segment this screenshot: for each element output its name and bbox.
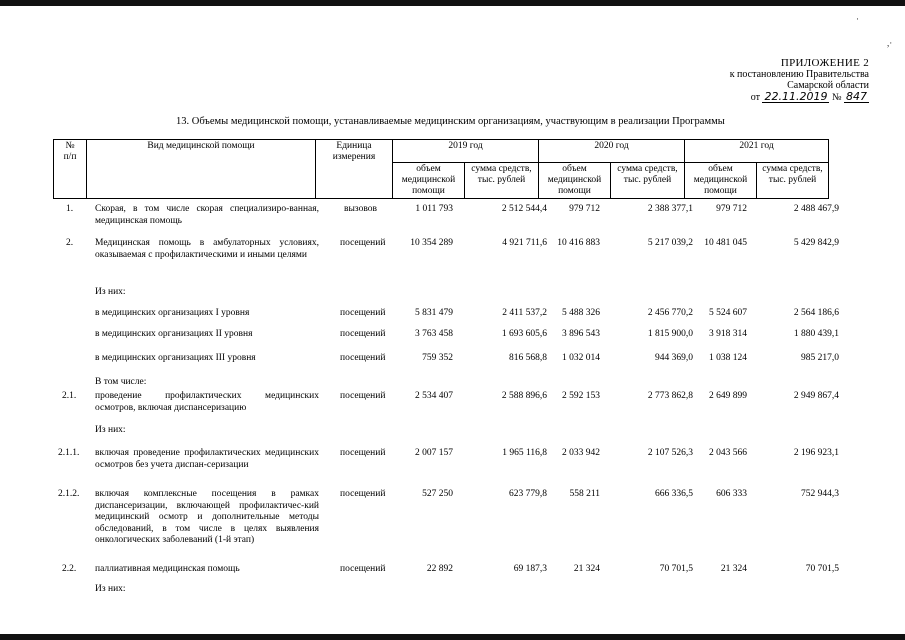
row-volume-2019: 527 250	[422, 489, 453, 499]
row-sum-2019: 2 512 544,4	[501, 204, 547, 214]
row-sum-2020: 944 369,0	[655, 353, 693, 363]
row-name: в медицинских организациях II уровня	[95, 329, 253, 339]
row-sum-2021: 2 488 467,9	[793, 204, 839, 214]
row-volume-2019: 5 831 479	[415, 308, 453, 318]
scan-top-border	[0, 0, 905, 6]
row-sum-2020: 2 456 770,2	[647, 308, 693, 318]
appendix-line2: к постановлению Правительства	[729, 69, 869, 80]
row-volume-2020: 1 032 014	[562, 353, 600, 363]
row-volume-2020: 10 416 883	[557, 238, 600, 248]
row-volume-2020: 2 592 153	[562, 391, 600, 401]
section-label: В том числе:	[95, 377, 147, 387]
row-volume-2019: 22 892	[426, 564, 453, 574]
row-number: 2.1.	[62, 391, 77, 401]
row-volume-2020: 3 896 543	[562, 329, 600, 339]
appendix-title: ПРИЛОЖЕНИЕ 2	[780, 57, 869, 69]
row-sum-2019: 2 588 896,6	[501, 391, 547, 401]
row-sum-2021: 752 944,3	[801, 489, 839, 499]
row-sum-2020: 5 217 039,2	[647, 238, 693, 248]
row-unit: посещений	[340, 391, 386, 401]
row-sum-2020: 666 336,5	[655, 489, 693, 499]
header-unit: Единица измерения	[316, 140, 393, 199]
scan-speck: ·	[856, 14, 859, 24]
row-volume-2020: 2 033 942	[562, 448, 600, 458]
header-sum: сумма средств, тыс. рублей	[757, 163, 829, 199]
row-number: 2.	[66, 238, 74, 248]
appendix-header	[730, 58, 869, 103]
row-volume-2021: 1 038 124	[709, 353, 747, 363]
row-number: 2.1.1.	[58, 448, 80, 458]
row-unit: посещений	[340, 308, 386, 318]
row-sum-2019: 69 187,3	[513, 564, 547, 574]
row-volume-2021: 2 043 566	[709, 448, 747, 458]
header-volume: объем медицинской помощи	[393, 163, 465, 199]
handwritten-date: 22.11.2019	[764, 90, 828, 103]
row-name: Медицинская помощь в амбулаторных условиях, оказываемая с профилактическими и иными целями	[95, 238, 319, 260]
row-unit: посещений	[340, 329, 386, 339]
row-volume-2019: 2 007 157	[415, 448, 453, 458]
row-sum-2021: 1 880 439,1	[793, 329, 839, 339]
row-volume-2021: 10 481 045	[704, 238, 747, 248]
row-unit: посещений	[340, 238, 386, 248]
section-label: Из них:	[95, 425, 126, 435]
row-sum-2019: 816 568,8	[509, 353, 547, 363]
row-volume-2021: 3 918 314	[709, 329, 747, 339]
header-volume: объем медицинской помощи	[539, 163, 611, 199]
header-kind: Вид медицинской помощи	[87, 140, 316, 199]
row-volume-2019: 2 534 407	[415, 391, 453, 401]
row-sum-2021: 2 564 186,6	[793, 308, 839, 318]
row-sum-2020: 1 815 900,0	[647, 329, 693, 339]
row-sum-2020: 2 107 526,3	[647, 448, 693, 458]
row-unit: посещений	[340, 448, 386, 458]
row-volume-2020: 21 324	[573, 564, 600, 574]
scan-bottom-border	[0, 634, 905, 640]
row-volume-2021: 979 712	[716, 204, 747, 214]
row-unit: посещений	[340, 353, 386, 363]
row-sum-2019: 1 965 116,8	[502, 448, 547, 458]
header-volume: объем медицинской помощи	[685, 163, 757, 199]
header-2020: 2020 год	[539, 140, 685, 163]
row-volume-2020: 558 211	[569, 489, 600, 499]
row-unit: посещений	[340, 564, 386, 574]
row-volume-2020: 5 488 326	[562, 308, 600, 318]
row-volume-2019: 759 352	[422, 353, 453, 363]
document-title: 13. Объемы медицинской помощи, устанавливаемые медицинским организациям, участвующим в реализации Программы	[176, 116, 725, 127]
handwritten-number: 847	[846, 90, 867, 103]
row-sum-2021: 2 196 923,1	[793, 448, 839, 458]
row-sum-2021: 2 949 867,4	[793, 391, 839, 401]
row-volume-2019: 1 011 793	[415, 204, 453, 214]
row-volume-2021: 5 524 607	[709, 308, 747, 318]
row-sum-2019: 1 693 605,6	[501, 329, 547, 339]
row-sum-2020: 70 701,5	[659, 564, 693, 574]
scan-speck: ,·	[887, 38, 893, 48]
row-sum-2021: 5 429 842,9	[793, 238, 839, 248]
row-volume-2020: 979 712	[569, 204, 600, 214]
appendix-line3: Самарской области	[787, 80, 869, 91]
row-name: паллиативная медицинская помощь	[95, 564, 240, 574]
row-sum-2020: 2 773 862,8	[647, 391, 693, 401]
header-sum: сумма средств, тыс. рублей	[611, 163, 685, 199]
table-header	[53, 139, 829, 199]
header-sum: сумма средств, тыс. рублей	[465, 163, 539, 199]
row-unit: посещений	[340, 489, 386, 499]
header-num: № п/п	[54, 140, 87, 199]
row-number: 2.2.	[62, 564, 77, 574]
row-number: 1.	[66, 204, 74, 214]
row-sum-2021: 985 217,0	[801, 353, 839, 363]
row-volume-2021: 2 649 899	[709, 391, 747, 401]
row-sum-2019: 623 779,8	[509, 489, 547, 499]
row-unit: вызовов	[344, 204, 377, 214]
header-2021: 2021 год	[685, 140, 829, 163]
row-volume-2019: 10 354 289	[410, 238, 453, 248]
row-name: включая проведение профилактических медицинских осмотров без учета диспан-серизации	[95, 448, 319, 470]
row-name: в медицинских организациях III уровня	[95, 353, 256, 363]
section-label: Из них:	[95, 287, 126, 297]
row-volume-2021: 21 324	[720, 564, 747, 574]
row-sum-2019: 4 921 711,6	[502, 238, 547, 248]
row-volume-2019: 3 763 458	[415, 329, 453, 339]
row-name: включая комплексные посещения в рамках диспансеризации, включающей профилактичес-кий медицинский осмотр и дополнительные методы обследований, в том числе в целях выявления онкологических заболеваний (1-й этап)	[95, 489, 319, 545]
row-number: 2.1.2.	[58, 489, 80, 499]
row-sum-2020: 2 388 377,1	[647, 204, 693, 214]
section-label: Из них:	[95, 584, 126, 594]
row-sum-2019: 2 411 537,2	[502, 308, 547, 318]
header-2019: 2019 год	[393, 140, 539, 163]
row-name: проведение профилактических медицинских осмотров, включая диспансеризацию	[95, 391, 319, 413]
row-name: в медицинских организациях I уровня	[95, 308, 250, 318]
appendix-date-line: от 22.11.2019 № 847	[750, 90, 867, 103]
row-volume-2021: 606 333	[716, 489, 747, 499]
row-sum-2021: 70 701,5	[805, 564, 839, 574]
row-name: Скорая, в том числе скорая специализиро-ванная, медицинская помощь	[95, 204, 319, 226]
